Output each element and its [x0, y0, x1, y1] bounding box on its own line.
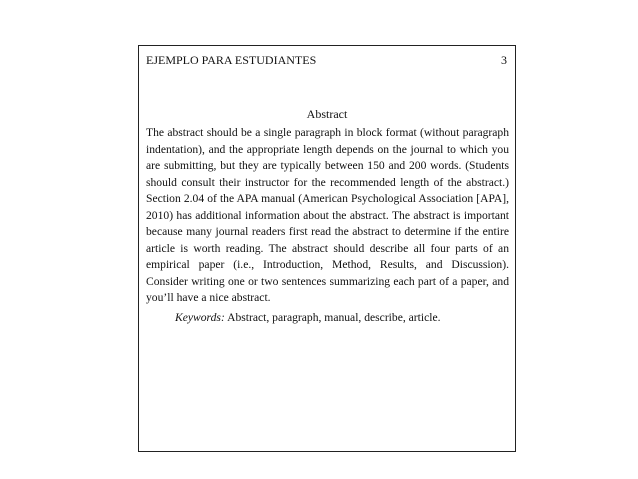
running-head: EJEMPLO PARA ESTUDIANTES	[146, 53, 317, 67]
abstract-title: Abstract	[306, 107, 348, 121]
keywords-line	[175, 310, 509, 326]
abstract-paragraph: The abstract should be a single paragraph in block format (without paragraph indentation), and the appropriate length depends on the journal to which you are submitting, but they are typically between 150 and 200 words. (Students should consult their instructor for the recommended length of the abstract.) Section 2.04 of the APA manual (American Psychological Association [APA], 2010) has additional information about the abstract. The abstract is important because many journal readers first read the abstract to determine if the entire article is worth reading. The abstract should describe all four parts of an empirical paper (i.e., Introduction, Method, Results, and Discussion). Consider writing one or two sentences summarizing each part of a paper, and you’ll have a nice abstract.	[146, 126, 509, 304]
document-page	[138, 45, 516, 452]
page-header	[146, 53, 507, 67]
page-number: 3	[501, 53, 507, 67]
keywords-label: Keywords:	[175, 311, 225, 324]
keywords-list: Abstract, paragraph, manual, describe, article.	[227, 311, 441, 324]
